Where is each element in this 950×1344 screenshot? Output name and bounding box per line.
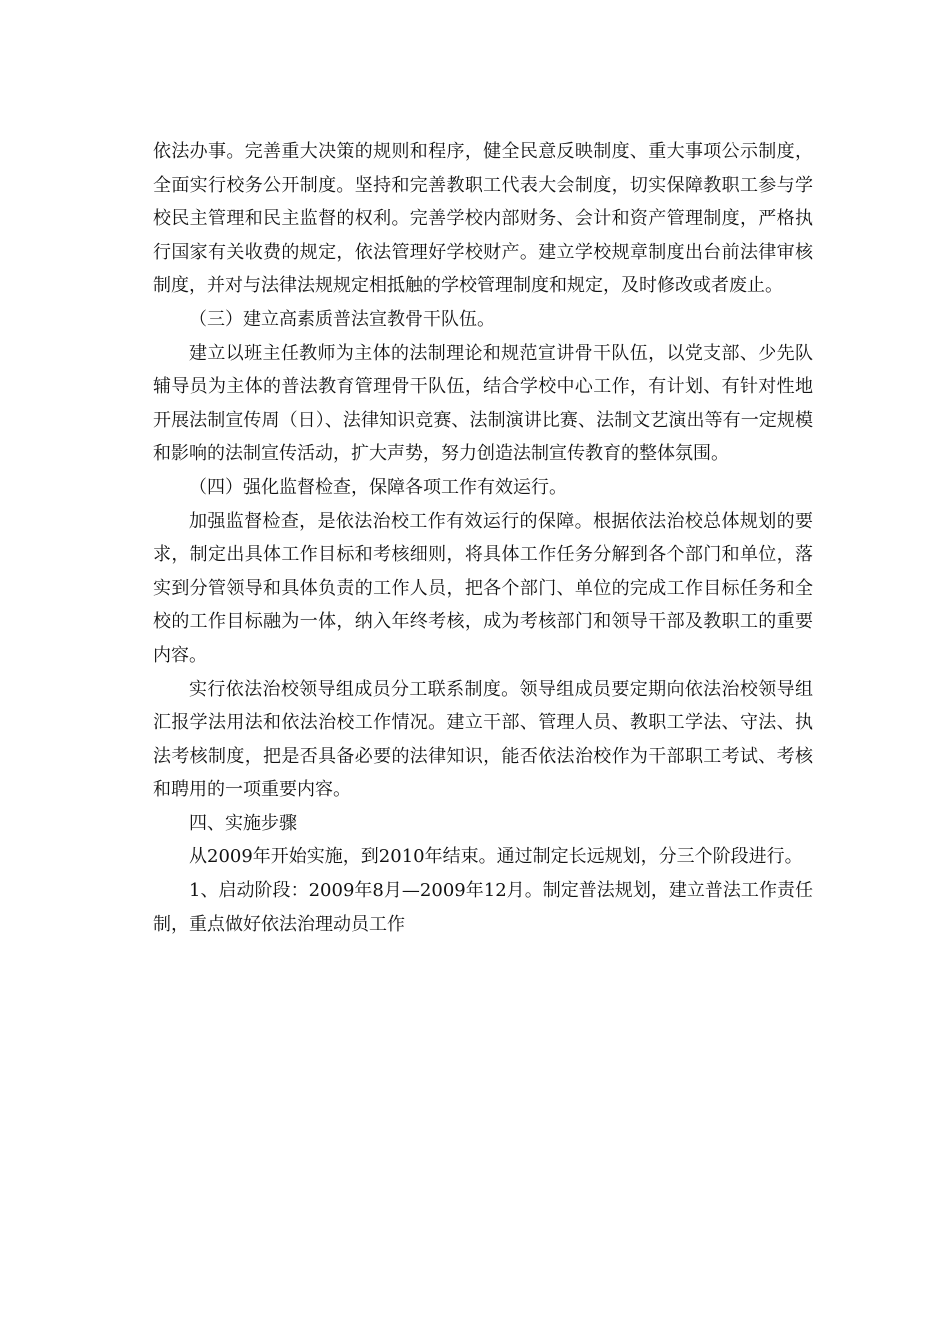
paragraph-continuation: 依法办事。完善重大决策的规则和程序，健全民意反映制度、重大事项公示制度，全面实行校务公开制度。坚持和完善教职工代表大会制度，切实保障教职工参与学校民主管理和民主监督的权利。完善学校内部财务、会计和资产管理制度，严格执行国家有关收费的规定，依法管理好学校财产。建立学校规章制度出台前法律审核制度，并对与法律法规规定相抵触的学校管理制度和规定，及时修改或者废止。: [153, 141, 813, 297]
paragraph: 实行依法治校领导组成员分工联系制度。领导组成员要定期向依法治校领导组汇报学法用法和依法治校工作情况。建立干部、管理人员、教职工学法、守法、执法考核制度，把是否具备必要的法律知识，能否依法治校作为干部职工考试、考核和聘用的一项重要内容。: [153, 678, 813, 801]
section-heading-four: （四）强化监督检查，保障各项工作有效运行。: [189, 476, 567, 498]
paragraph: 加强监督检查，是依法治校工作有效运行的保障。根据依法治校总体规划的要求，制定出具体工作目标和考核细则，将具体工作任务分解到各个部门和单位，落实到分管领导和具体负责的工作人员，把各个部门、单位的完成工作目标任务和全校的工作目标融为一体，纳入年终考核，成为考核部门和领导干部及教职工的重要内容。: [153, 510, 813, 666]
paragraph: 从2009年开始实施，到2010年结束。通过制定长远规划，分三个阶段进行。: [189, 846, 803, 868]
paragraph: 建立以班主任教师为主体的法制理论和规范宣讲骨干队伍，以党支部、少先队辅导员为主体的普法教育管理骨干队伍，结合学校中心工作，有计划、有针对性地开展法制宣传周（日）、法律知识竞赛、法制演讲比赛、法制文艺演出等有一定规模和影响的法制宣传活动，扩大声势，努力创造法制宣传教育的整体氛围。: [153, 342, 813, 465]
section-heading-three: （三）建立高素质普法宣教骨干队伍。: [189, 308, 495, 330]
paragraph: 1、启动阶段：2009年8月—2009年12月。制定普法规划，建立普法工作责任制，重点做好依法治理动员工作: [153, 880, 813, 935]
chapter-heading: 四、实施步骤: [189, 812, 297, 834]
document-body: [153, 135, 813, 941]
